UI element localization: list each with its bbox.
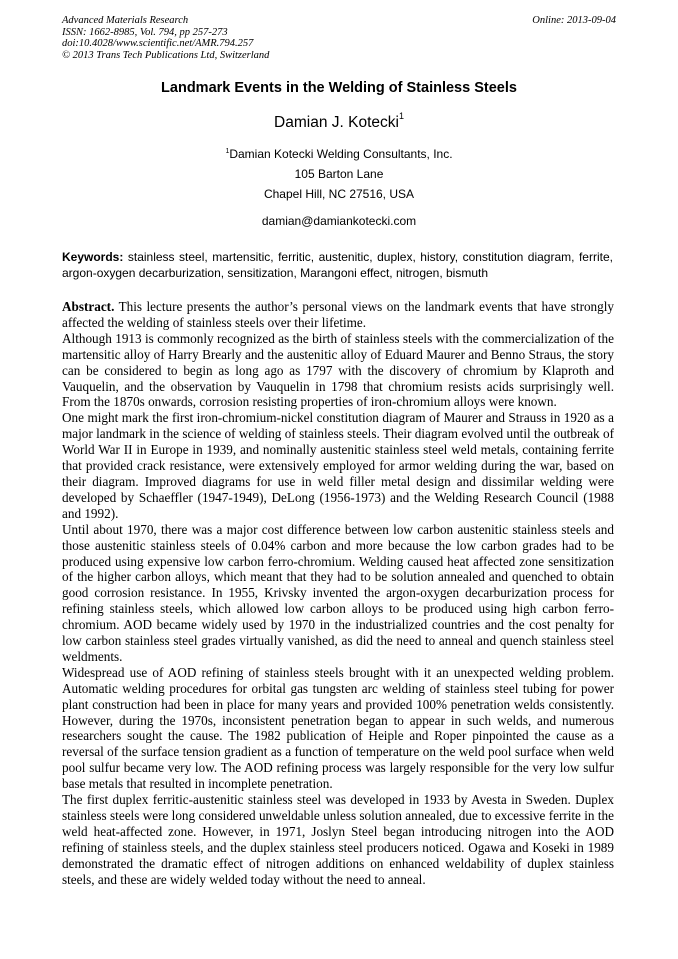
body-paragraph: The first duplex ferritic-austenitic stainless steel was developed in 1933 by Avesta in Sweden. Duplex stainless steels were long considered unweldable unless solution annealed, due to excessive ferrite in the weld heat-affected zone. However, in 1971, Joslyn Steel began introducing nitrogen into the AOD refining of stainless steels, and the duplex stainless steel producers noticed. Ogawa and Koseki in 1989 demonstrated the dramatic effect of nitrogen additions on enhanced weldability of duplex stainless steels, and these are widely welded today without the need to anneal. [62, 792, 614, 887]
journal-name: Advanced Materials Research [62, 15, 189, 26]
affil-mark: 1 [225, 148, 230, 155]
copyright-line: © 2013 Trans Tech Publications Ltd, Switzerland [62, 49, 270, 61]
keywords-text: stainless steel, martensitic, ferritic, austenitic, duplex, history, constitution diagram, ferrite, argon-oxygen decarburization, sensitization, Marangoni effect, nitrogen, bismuth [62, 250, 613, 280]
abstract-intro-paragraph [62, 299, 614, 331]
body-paragraph: Widespread use of AOD refining of stainless steels brought with it an unexpected welding problem. Automatic welding procedures for orbital gas tungsten arc welding of stainless steel tubing for power plant construction had been in place for many years and provided 100% penetration welds consistently. However, during the 1970s, inconsistent penetration began to appear in such welds, and numerous researchers sought the cause. The 1982 publication of Heiple and Roper pinpointed the cause as a reversal of the surface tension gradient as a function of temperature on the weld pool surface when weld pool sulfur became very low. The AOD refining process was largely responsible for the very low sulfur base metals that resulted in incomplete penetration. [62, 664, 614, 792]
keywords-section [62, 249, 613, 281]
author-email: damian@damiankotecki.com [261, 214, 417, 228]
affiliation-street: 105 Barton Lane [294, 167, 384, 181]
body-paragraph: One might mark the first iron-chromium-nickel constitution diagram of Maurer and Strauss in 1920 as a major landmark in the science of welding of stainless steels. Their diagram evolved until the outbreak of World War II in Europe in 1939, and nominally austenitic stainless steel weld metals, containing ferrite that provided crack resistance, were extensively employed for armor welding during the war, based on their diagram. Improved diagrams for use in weld filler metal design and dissimilar welding were developed by Schaeffler (1947-1949), DeLong (1956-1973) and the Welding Research Council (1988 and 1992). [62, 410, 614, 521]
doi-line: doi:10.4028/www.scientific.net/AMR.794.257 [62, 38, 254, 49]
affiliation-city: Chapel Hill, NC 27516, USA [263, 187, 415, 201]
affiliation-org: Damian Kotecki Welding Consultants, Inc. [229, 147, 453, 161]
author-name: Damian J. Kotecki [274, 114, 399, 132]
online-date: Online: 2013-09-04 [532, 15, 616, 26]
keywords-label: Keywords: [62, 250, 124, 264]
author-affil-mark: 1 [398, 111, 404, 121]
issn-line: ISSN: 1662-8985, Vol. 794, pp 257-273 [62, 26, 228, 38]
paper-title: Landmark Events in the Welding of Stainless Steels [161, 80, 517, 96]
abstract-label: Abstract. [62, 299, 115, 314]
author-line [0, 113, 678, 132]
running-header [62, 15, 616, 61]
abstract-intro-text: This lecture presents the author’s personal views on the landmark events that have strongly affected the welding of stainless steels over their lifetime. [62, 299, 614, 330]
body-paragraph: Until about 1970, there was a major cost difference between low carbon austenitic stainless steels and those austenitic stainless steels of 0.04% carbon and more because the low carbon grades had to be produced using expensive low carbon ferro-chromium. Welding caused heat affected zone sensitization of the higher carbon alloys, which meant that they had to be solution annealed and quenched to obtain good corrosion resistance. In 1955, Krivsky invented the argon-oxygen decarburization process for refining stainless steels, which allowed low carbon alloys to be produced using high carbon ferro-chromium. AOD became widely used by 1970 in the industrialized countries and the cost penalty for low carbon stainless steel grades virtually vanished, as did the need to anneal and quench stainless steel weldments. [62, 521, 614, 664]
body-paragraph: Although 1913 is commonly recognized as the birth of stainless steels with the commercialization of the martensitic alloy of Harry Brearly and the austenitic alloy of Eduard Maurer and Benno Straus, the story can be considered to begin as long ago as 1797 with the discovery of chromium by Klaproth and Vauquelin, and the observation by Vauquelin in 1798 that chromium resists acids surprisingly well. From the 1870s onwards, corrosion resisting properties of iron-chromium alloys were known. [62, 330, 614, 410]
abstract-section [62, 299, 614, 888]
affiliation-org-line [0, 147, 678, 161]
